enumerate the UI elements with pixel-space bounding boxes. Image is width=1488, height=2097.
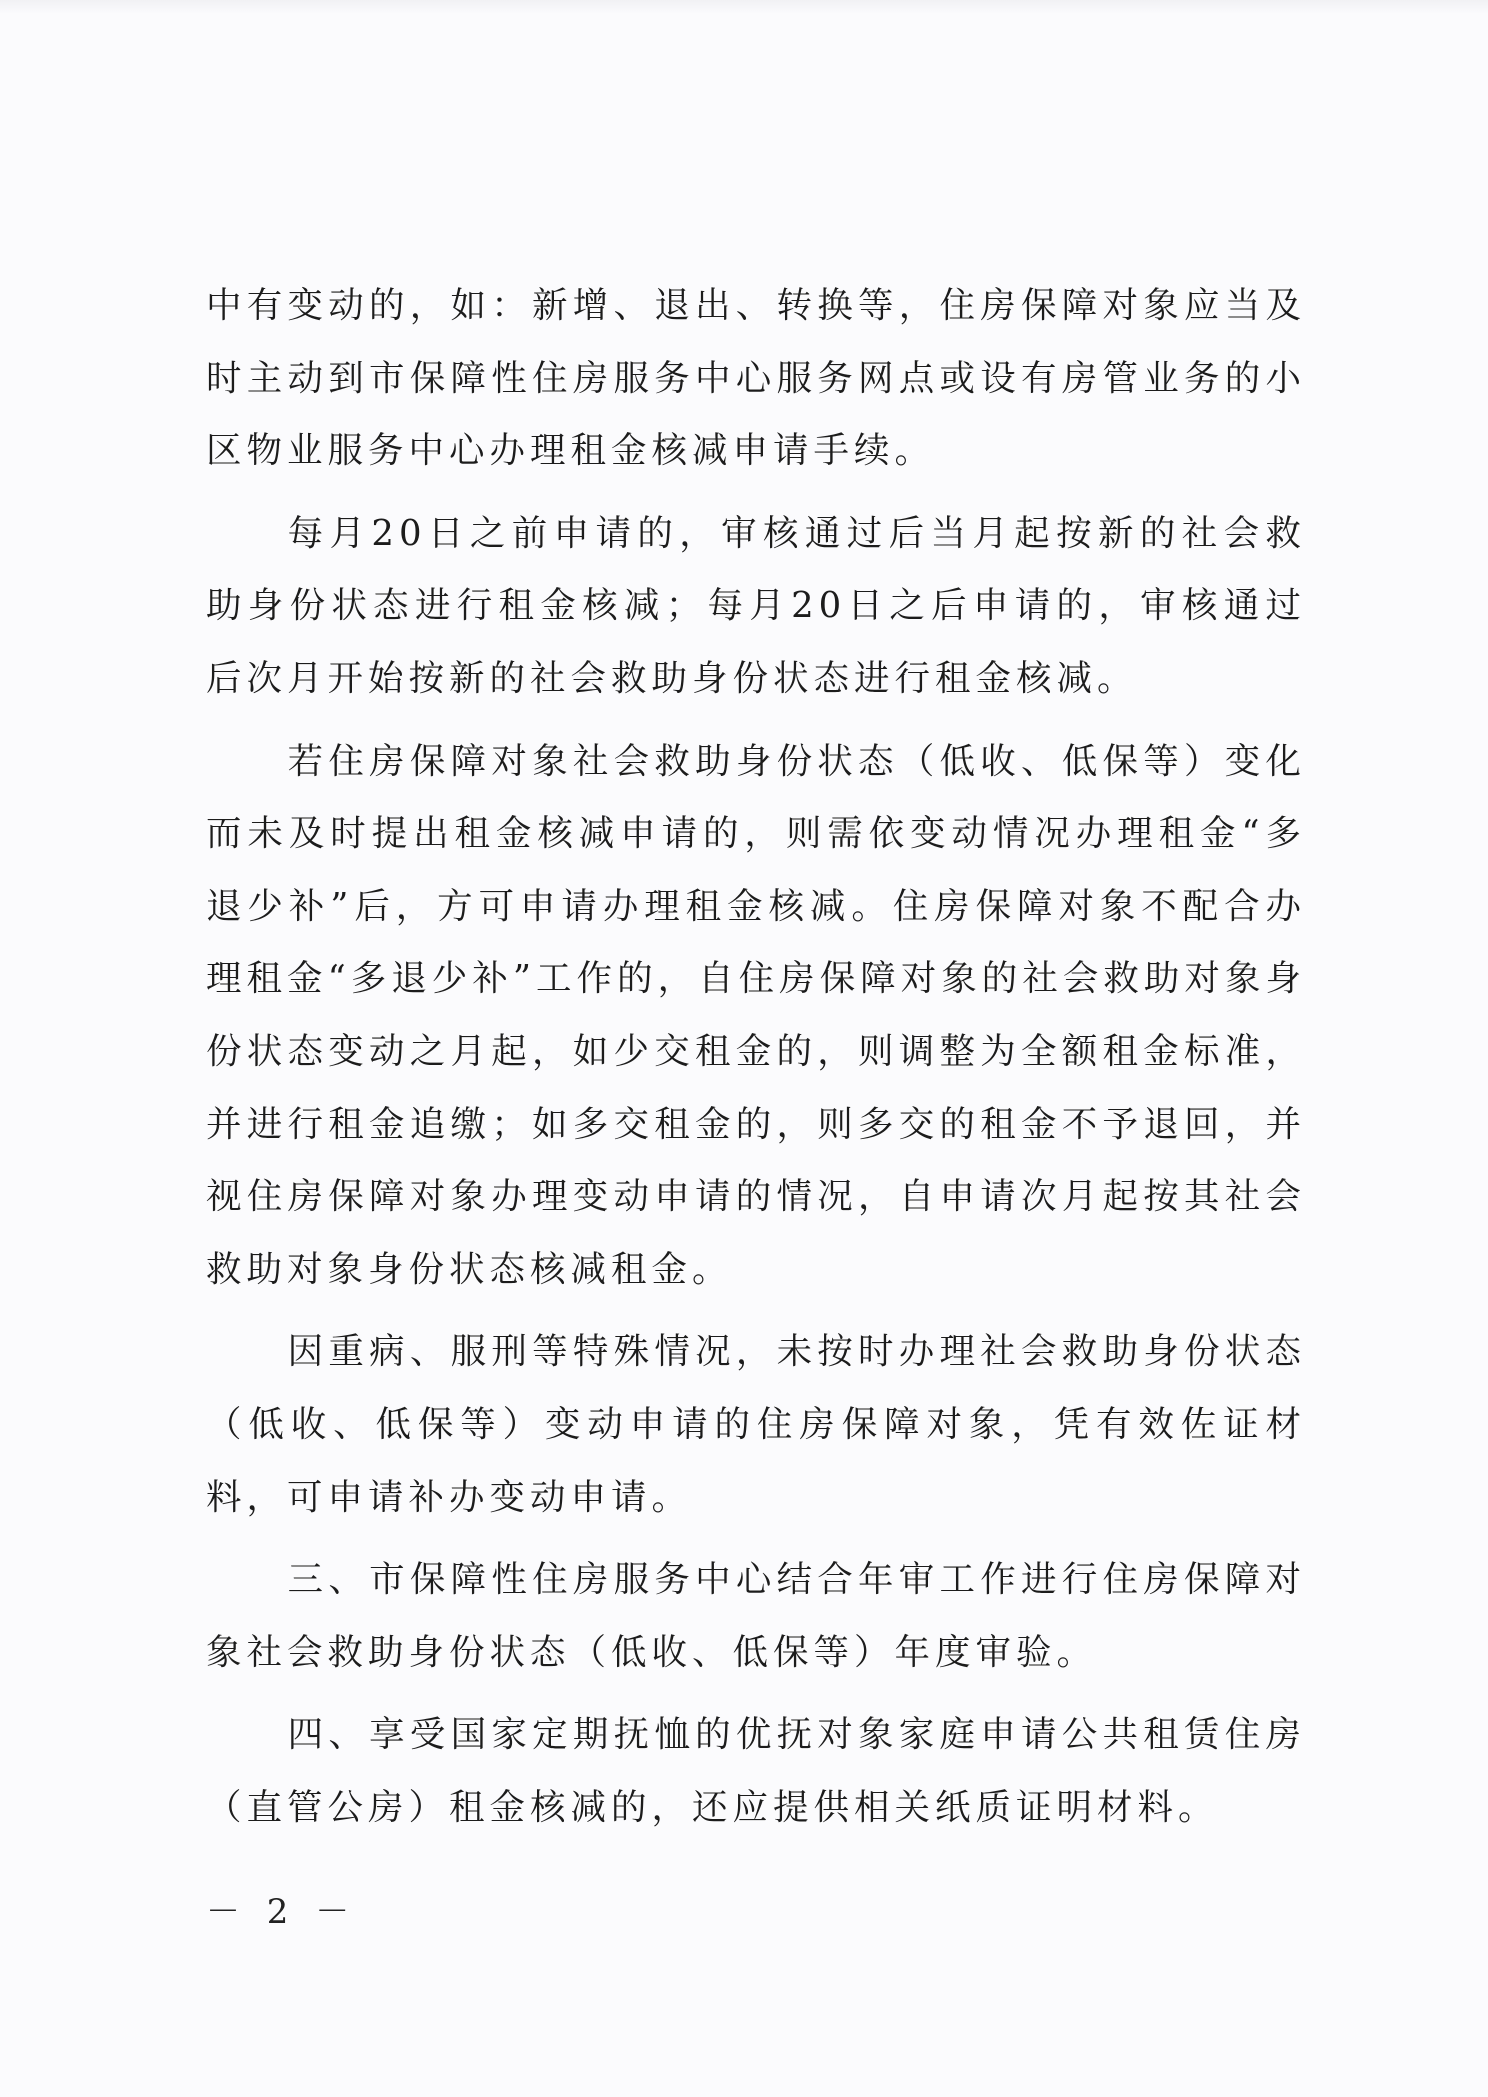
document-body xyxy=(206,270,1306,1854)
page-number: － 2 － xyxy=(206,1892,358,1932)
paragraph-rent-adjustment: 若住房保障对象社会救助身份状态（低收、低保等）变化而未及时提出租金核减申请的，则需依变动情况办理租金“多退少补”后，方可申请办理租金核减。住房保障对象不配合办理租金“多退少补”工作的，自住房保障对象的社会救助对象身份状态变动之月起，如少交租金的，则调整为全额租金标准，并进行租金追缴；如多交租金的，则多交的租金不予退回，并视住房保障对象办理变动申请的情况，自申请次月起按其社会救助对象身份状态核减租金。 xyxy=(206,740,1306,1290)
paragraph-annual-review: 三、市保障性住房服务中心结合年审工作进行住房保障对象社会救助身份状态（低收、低保等）年度审验。 xyxy=(206,1559,1306,1673)
paragraph-application-deadline: 每月20日之前申请的，审核通过后当月起按新的社会救助身份状态进行租金核减；每月20日之后申请的，审核通过后次月开始按新的社会救助身份状态进行租金核减。 xyxy=(206,512,1306,699)
paragraph-continuation: 中有变动的，如：新增、退出、转换等，住房保障对象应当及时主动到市保障性住房服务中心服务网点或设有房管业务的小区物业服务中心办理租金核减申请手续。 xyxy=(206,285,1306,472)
scan-edge xyxy=(0,0,1488,14)
paragraph-pension-families: 四、享受国家定期抚恤的优抚对象家庭申请公共租赁住房（直管公房）租金核减的，还应提供相关纸质证明材料。 xyxy=(206,1714,1306,1828)
paragraph-special-circumstances: 因重病、服刑等特殊情况，未按时办理社会救助身份状态（低收、低保等）变动申请的住房保障对象，凭有效佐证材料，可申请补办变动申请。 xyxy=(206,1331,1306,1518)
